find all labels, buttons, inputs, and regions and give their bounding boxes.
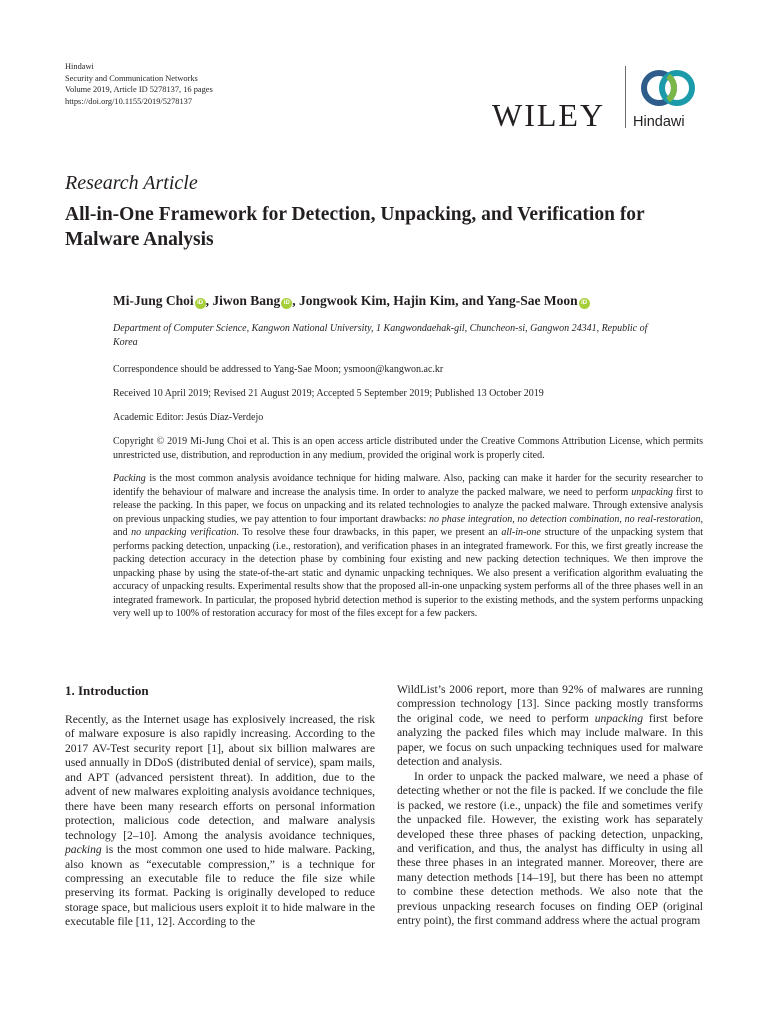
doi-link[interactable]: https://doi.org/10.1155/2019/5278137 (65, 96, 193, 106)
hindawi-logo-text: Hindawi (633, 114, 685, 130)
abstract-emphasis: no unpacking verification (131, 527, 237, 538)
orcid-icon[interactable]: iD (579, 298, 590, 309)
academic-editor: Academic Editor: Jesús Díaz-Verdejo (113, 412, 264, 423)
author-name: Jiwon Bang (212, 293, 281, 308)
abstract (113, 472, 703, 621)
body-paragraph (65, 713, 375, 930)
abstract-text: . To resolve these four drawbacks, in this paper, we present an (236, 527, 502, 538)
correspondence: Correspondence should be addressed to Yang-Sae Moon; ysmoon@kangwon.ac.kr (113, 364, 444, 375)
abstract-text: structure of the unpacking system that performs packing detection, unpacking (i.e., restoration), and verification phases in an integrated framework. For this, we first greatly increase the packing detection accuracy in the detection phase by combining four existing and new packing detection techniques. We then improve the unpacking phase by using the state-of-the-art static and dynamic unpacking techniques. We also present a verification algorithm evaluating the accuracy of unpacking results. Experimental results show that the proposed all-in-one unpacking system performs all of the three phases well in an integrated framework. In particular, the proposed hybrid detection method is superior to the existing methods, and the system performs unpacking very well up to 100% of restoration accuracy for most of the files except for a few packers. (113, 527, 703, 619)
abstract-emphasis: no phase integration, no detection combination, no real-restoration, (429, 513, 703, 525)
body-text: Recently, as the Internet usage has explosively increased, the risk of malware exposure is also rapidly increasing. According to the 2017 AV-Test security report [1], about six billion malwares are used annually in DDoS (distributed denial of service), spam mails, and APT (advanced persistent threat). In addition, due to the advent of new malwares exploiting analysis avoidance techniques, there have been many research efforts on personal information protection, malicious code detection, and malware analysis technology [2–10]. Among the analysis avoidance techniques, (65, 713, 375, 842)
author-name: Hajin Kim (393, 293, 456, 308)
author-separator: , (205, 293, 213, 308)
copyright-notice: Copyright © 2019 Mi-Jung Choi et al. This is an open access article distributed under the Creative Commons Attribution License, which permits unrestricted use, distribution, and reproduction in any medium, provided the original work is properly cited. (113, 436, 703, 461)
body-paragraph: In order to unpack the packed malware, we need a phase of detecting whether or not the file is packed. If we conclude the file is packed, we restore (i.e., unpack) the file and sometimes verify the unpacked file. However, the existing work has separately developed these three phases of packing detection, unpacking, and verification, and thus, the analyst has difficulty in using all these three phases in an integrated manner. Moreover, there are many detection methods [14–19], but there has been no attempt to combine these detection methods. We also note that the previous unpacking research focuses on finding OEP (original entry point), the first command address where the actual program (397, 769, 703, 928)
orcid-icon[interactable]: iD (195, 298, 206, 309)
publisher-logos (492, 62, 722, 132)
body-emphasis: packing (65, 843, 102, 857)
article-type: Research Article (65, 172, 198, 194)
body-column-right (397, 683, 703, 929)
section-heading-introduction: 1. Introduction (65, 683, 149, 698)
abstract-text: first to release the packing. In this paper, we focus on unpacking and its related technologies to analyze the packed malware. Through extensive analysis on previous unpacking studies, we pay attention to four important drawbacks: (113, 486, 703, 525)
abstract-emphasis: unpacking (631, 486, 673, 498)
author-name: Mi-Jung Choi (113, 293, 194, 308)
author-name: Yang-Sae Moon (486, 293, 578, 308)
body-text: first before analyzing the packed files which may include malware. In this paper, we focus on such unpacking techniques used for malware detection and analysis. (397, 711, 703, 769)
orcid-icon[interactable]: iD (281, 298, 292, 309)
author-separator: , (292, 293, 300, 308)
article-title: All-in-One Framework for Detection, Unpacking, and Verification for Malware Analysis (65, 204, 645, 250)
abstract-text: is the most common analysis avoidance technique for hiding malware. Also, packing can make it harder for the security researcher to identify the behaviour of malware and increase the analysis time. In order to analyze the packed malware, we need to perform (113, 473, 703, 498)
abstract-text: and (113, 527, 132, 538)
author-list (113, 292, 590, 310)
publication-dates: Received 10 April 2019; Revised 21 August 2019; Accepted 5 September 2019; Published 13 October 2019 (113, 388, 544, 399)
wiley-logo: WILEY (492, 97, 606, 133)
author-separator: , (386, 293, 394, 308)
body-emphasis: unpacking (594, 711, 644, 725)
body-text: WildList’s 2006 report, more than 92% of malwares are running compression technology [13]. Since packing mostly transforms the original code, we need to perform (397, 683, 703, 725)
logo-divider (625, 66, 626, 128)
volume-line: Volume 2019, Article ID 5278137, 16 pages (65, 85, 213, 94)
body-paragraph (397, 683, 703, 770)
affiliation: Department of Computer Science, Kangwon National University, 1 Kangwondaehak-gil, Chuncheon-si, Gangwon 24341, Republic of Korea (113, 323, 648, 348)
abstract-emphasis: all-in-one (501, 527, 541, 538)
body-column-left (65, 713, 375, 930)
author-separator: , and (455, 293, 487, 308)
body-text: is the most common one used to hide malware. Packing, also known as “executable compression,” is a technique for compressing an executable file to reduce the file size while preserving its format. Packing is originally developed to reduce storage space, but malicious users exploit it to hide malware in the executable file [11, 12]. According to the (65, 843, 375, 929)
journal-name: Security and Communication Networks (65, 73, 198, 83)
hindawi-rings-icon (638, 66, 698, 110)
abstract-emphasis: Packing (113, 473, 146, 484)
journal-metadata (65, 61, 213, 107)
publisher-name: Hindawi (65, 62, 94, 71)
author-name: Jongwook Kim (299, 293, 387, 308)
